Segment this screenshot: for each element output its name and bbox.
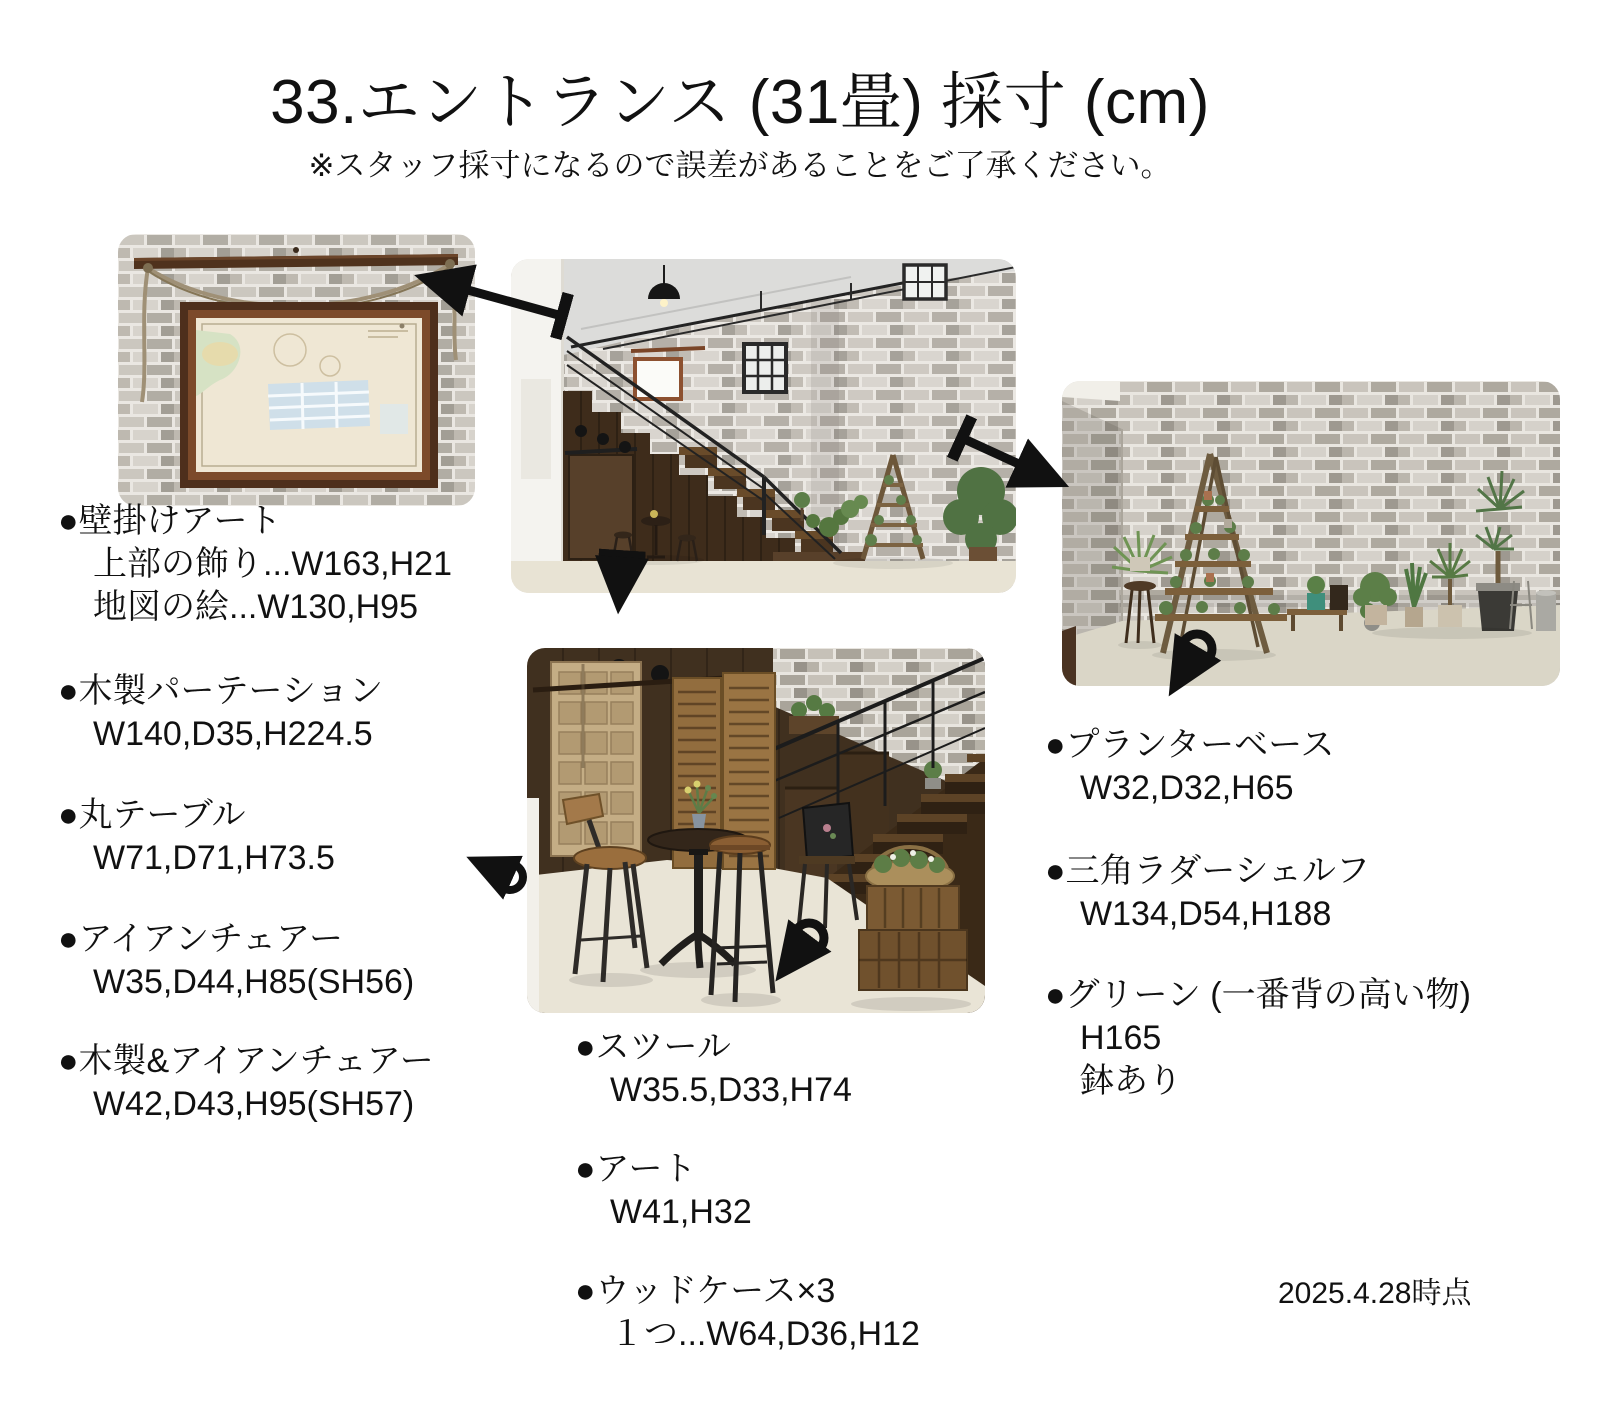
photo-under-stairs-seating bbox=[527, 648, 985, 1013]
under-stairs-seating-illustration bbox=[527, 648, 985, 1013]
item-planter-base bbox=[1045, 724, 1334, 810]
item-measurement: W32,D32,H65 bbox=[1080, 769, 1294, 807]
item-measurement: 地図の絵...W130,H95 bbox=[93, 588, 418, 626]
item-label: ●三角ラダーシェルフ bbox=[1045, 852, 1370, 890]
item-label: ●アート bbox=[575, 1150, 697, 1188]
item-measurement: H165 bbox=[1080, 1019, 1162, 1057]
photo-entrance-overview bbox=[511, 259, 1016, 593]
item-iron-chair bbox=[58, 918, 414, 1004]
wall-art-map-illustration bbox=[118, 234, 475, 506]
white-wall-edge bbox=[527, 798, 539, 1013]
photo-ladder-shelf-wall bbox=[1062, 381, 1560, 686]
item-measurement: 上部の飾り...W163,H21 bbox=[93, 545, 452, 583]
upper-window bbox=[904, 265, 946, 299]
item-stool bbox=[575, 1026, 852, 1112]
item-measurement: W42,D43,H95(SH57) bbox=[93, 1085, 415, 1123]
item-green-plant bbox=[1045, 974, 1471, 1103]
item-label: ●プランターベース bbox=[1045, 726, 1335, 764]
framed-map bbox=[180, 302, 438, 488]
item-measurement: １つ...W64,D36,H12 bbox=[610, 1315, 920, 1353]
item-label: ●丸テーブル bbox=[58, 796, 246, 834]
item-label: ●グリーン (一番背の高い物) bbox=[1045, 976, 1471, 1014]
grid-window bbox=[744, 344, 786, 392]
item-round-table bbox=[58, 794, 335, 880]
item-label: ●木製&アイアンチェアー bbox=[58, 1042, 434, 1080]
item-art bbox=[575, 1148, 752, 1234]
item-label: ●アイアンチェアー bbox=[58, 920, 344, 958]
item-measurement: W35,D44,H85(SH56) bbox=[93, 963, 415, 1001]
photo-wall-art-map bbox=[118, 234, 475, 506]
item-wood-cases bbox=[575, 1270, 920, 1356]
item-label: ●木製パーテーション bbox=[58, 672, 384, 710]
item-label: ●ウッドケース×3 bbox=[575, 1272, 836, 1310]
pin-round-table-icon bbox=[478, 862, 523, 890]
page-subtitle: ※スタッフ採寸になるので誤差があることをご了承ください。 bbox=[308, 148, 1172, 183]
item-measurement: 鉢あり bbox=[1080, 1062, 1182, 1100]
item-label: ●壁掛けアート bbox=[58, 502, 282, 540]
item-measurement: W134,D54,H188 bbox=[1080, 895, 1332, 933]
item-wood-partition bbox=[58, 670, 383, 756]
date-note: 2025.4.28時点 bbox=[1278, 1277, 1472, 1310]
item-wall-art bbox=[58, 500, 452, 629]
item-measurement: W41,H32 bbox=[610, 1193, 752, 1231]
item-measurement: W35.5,D33,H74 bbox=[610, 1071, 852, 1109]
page-title: 33.エントランス (31畳) 採寸 (cm) bbox=[270, 68, 1210, 137]
item-triangle-ladder-shelf bbox=[1045, 850, 1370, 936]
item-label: ●スツール bbox=[575, 1028, 731, 1066]
ladder-shelf-wall-illustration bbox=[1062, 381, 1560, 686]
entrance-overview-illustration bbox=[511, 259, 1016, 593]
white-wall bbox=[511, 259, 564, 593]
item-measurement: W140,D35,H224.5 bbox=[93, 715, 373, 753]
item-wood-iron-chair bbox=[58, 1040, 434, 1126]
barn-door bbox=[569, 455, 633, 559]
item-measurement: W71,D71,H73.5 bbox=[93, 839, 335, 877]
